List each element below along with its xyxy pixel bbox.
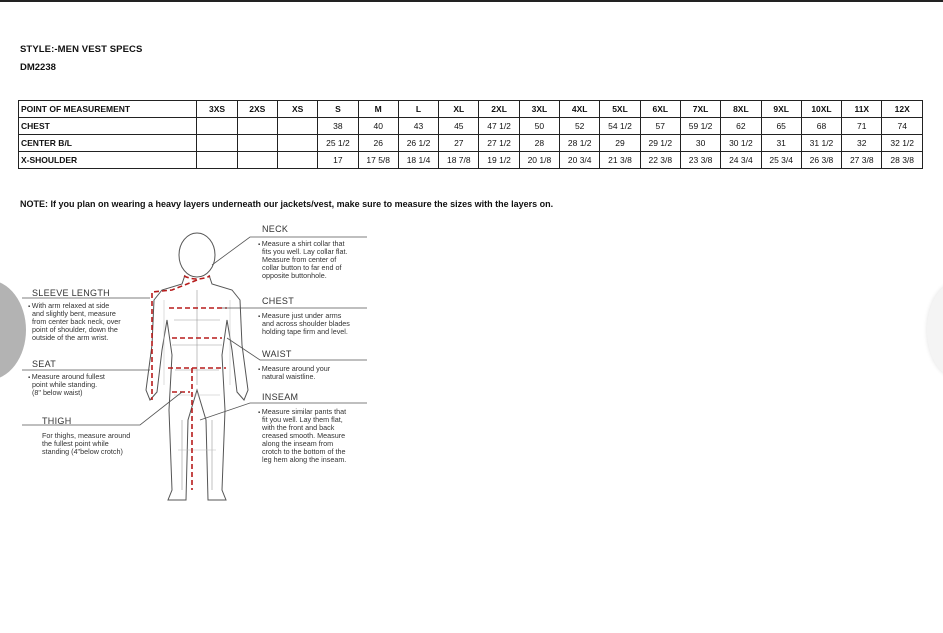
table-cell: 27 1/2 — [479, 135, 519, 152]
table-cell: 17 — [318, 152, 358, 169]
sleeve-length-line: outside of the arm wrist. — [32, 333, 109, 342]
thigh-title: THIGH — [42, 416, 72, 426]
column-header: 2XS — [237, 101, 277, 118]
neck-line: fits you well. Lay collar flat. — [262, 247, 348, 256]
layering-note: NOTE: If you plan on wearing a heavy layers underneath our jackets/vest, make sure to measure the sizes with the layers on. — [20, 199, 554, 209]
table-cell — [277, 152, 317, 169]
table-row — [19, 152, 923, 169]
table-cell: 24 3/4 — [721, 152, 761, 169]
table-cell: 20 1/8 — [519, 152, 559, 169]
table-cell: 54 1/2 — [600, 118, 640, 135]
table-cell: 31 — [761, 135, 801, 152]
row-label: CHEST — [19, 118, 197, 135]
table-cell: 50 — [519, 118, 559, 135]
table-cell: 23 3/8 — [680, 152, 720, 169]
sleeve-length-title: SLEEVE LENGTH — [32, 288, 110, 298]
table-cell: 59 1/2 — [680, 118, 720, 135]
column-header: L — [398, 101, 438, 118]
waist-title: WAIST — [262, 349, 292, 359]
row-label: CENTER B/L — [19, 135, 197, 152]
table-cell: 31 1/2 — [801, 135, 841, 152]
column-header: 6XL — [640, 101, 680, 118]
thigh-line: standing (4"below crotch) — [42, 447, 123, 456]
column-header: M — [358, 101, 398, 118]
seat-title: SEAT — [32, 359, 57, 369]
table-cell: 19 1/2 — [479, 152, 519, 169]
table-cell: 62 — [721, 118, 761, 135]
column-header: 10XL — [801, 101, 841, 118]
table-cell: 25 1/2 — [318, 135, 358, 152]
chest-line: holding tape firm and level. — [262, 327, 348, 336]
sleeve-length-line: ▪ With arm relaxed at side — [28, 302, 109, 311]
column-header: 5XL — [600, 101, 640, 118]
thigh-line: For thighs, measure around — [42, 431, 131, 440]
seat-line: ▪ Measure around fullest — [28, 373, 105, 382]
column-header: 9XL — [761, 101, 801, 118]
inseam-line: creased smooth. Measure — [262, 431, 346, 440]
table-cell: 22 3/8 — [640, 152, 680, 169]
column-header: 3XS — [197, 101, 237, 118]
chest-line: ▪ Measure just under arms — [258, 312, 341, 321]
row-label: X-SHOULDER — [19, 152, 197, 169]
table-cell — [277, 118, 317, 135]
table-cell: 29 1/2 — [640, 135, 680, 152]
table-cell: 68 — [801, 118, 841, 135]
measurement-guide — [22, 220, 382, 510]
column-header: 11X — [842, 101, 882, 118]
neck-line: collar button to far end of — [262, 263, 342, 272]
table-cell: 20 3/4 — [560, 152, 600, 169]
table-cell: 65 — [761, 118, 801, 135]
inseam-line: crotch to the bottom of the — [262, 447, 346, 456]
table-cell: 28 1/2 — [560, 135, 600, 152]
inseam-line: along the inseam from — [262, 439, 334, 448]
table-cell — [237, 152, 277, 169]
table-cell: 32 1/2 — [882, 135, 923, 152]
table-cell: 74 — [882, 118, 923, 135]
style-code: DM2238 — [20, 62, 56, 73]
table-cell: 26 1/2 — [398, 135, 438, 152]
column-header: POINT OF MEASUREMENT — [19, 101, 197, 118]
waist-line: natural waistline. — [262, 372, 316, 381]
column-header: 4XL — [560, 101, 600, 118]
waist-line: ▪ Measure around your — [258, 365, 330, 374]
column-header: XL — [439, 101, 479, 118]
size-spec-table — [18, 100, 923, 169]
table-cell: 30 — [680, 135, 720, 152]
table-cell: 18 7/8 — [439, 152, 479, 169]
column-header: 3XL — [519, 101, 559, 118]
neck-line: ▪ Measure a shirt collar that — [258, 240, 345, 249]
table-cell: 18 1/4 — [398, 152, 438, 169]
table-cell: 57 — [640, 118, 680, 135]
table-cell — [197, 118, 237, 135]
sleeve-length-line: from center back neck, over — [32, 317, 121, 326]
column-header: S — [318, 101, 358, 118]
table-cell — [237, 135, 277, 152]
table-cell: 28 — [519, 135, 559, 152]
table-cell: 32 — [842, 135, 882, 152]
column-header: 12X — [882, 101, 923, 118]
sleeve-length-line: and slightly bent, measure — [32, 309, 116, 318]
column-header: 8XL — [721, 101, 761, 118]
table-cell — [197, 152, 237, 169]
table-cell — [277, 135, 317, 152]
table-header-row — [19, 101, 923, 118]
table-cell: 45 — [439, 118, 479, 135]
table-cell: 38 — [318, 118, 358, 135]
table-cell: 71 — [842, 118, 882, 135]
table-cell: 52 — [560, 118, 600, 135]
sleeve-length-line: point of shoulder, down the — [32, 325, 118, 334]
top-border — [0, 0, 943, 2]
seat-line: point while standing. — [32, 380, 98, 389]
neck-title: NECK — [262, 224, 289, 234]
table-cell: 28 3/8 — [882, 152, 923, 169]
chest-line: and across shoulder blades — [262, 319, 350, 328]
thigh-line: the fullest point while — [42, 439, 109, 448]
table-cell: 47 1/2 — [479, 118, 519, 135]
table-cell: 27 — [439, 135, 479, 152]
table-cell: 30 1/2 — [721, 135, 761, 152]
table-cell: 25 3/4 — [761, 152, 801, 169]
table-cell: 43 — [398, 118, 438, 135]
inseam-line: ▪ Measure similar pants that — [258, 408, 346, 417]
next-image-button[interactable] — [927, 282, 943, 378]
chest-title: CHEST — [262, 296, 295, 306]
inseam-line: fit you well. Lay them flat, — [262, 415, 343, 424]
table-cell — [197, 135, 237, 152]
table-cell: 17 5/8 — [358, 152, 398, 169]
measurement-lines — [152, 276, 227, 490]
column-header: XS — [277, 101, 317, 118]
body-figure — [146, 233, 248, 500]
table-cell: 21 3/8 — [600, 152, 640, 169]
neck-line: Measure from center of — [262, 255, 337, 264]
style-title: STYLE:-MEN VEST SPECS — [20, 44, 143, 55]
column-header: 7XL — [680, 101, 720, 118]
table-row — [19, 135, 923, 152]
inseam-line: leg hem along the inseam. — [262, 455, 347, 464]
table-cell: 26 3/8 — [801, 152, 841, 169]
table-row — [19, 118, 923, 135]
table-cell: 26 — [358, 135, 398, 152]
neck-line: opposite buttonhole. — [262, 271, 327, 280]
table-cell: 27 3/8 — [842, 152, 882, 169]
seat-line: (8" below waist) — [32, 388, 83, 397]
table-cell: 40 — [358, 118, 398, 135]
inseam-title: INSEAM — [262, 392, 299, 402]
table-cell — [237, 118, 277, 135]
inseam-line: with the front and back — [262, 423, 335, 432]
table-cell: 29 — [600, 135, 640, 152]
column-header: 2XL — [479, 101, 519, 118]
